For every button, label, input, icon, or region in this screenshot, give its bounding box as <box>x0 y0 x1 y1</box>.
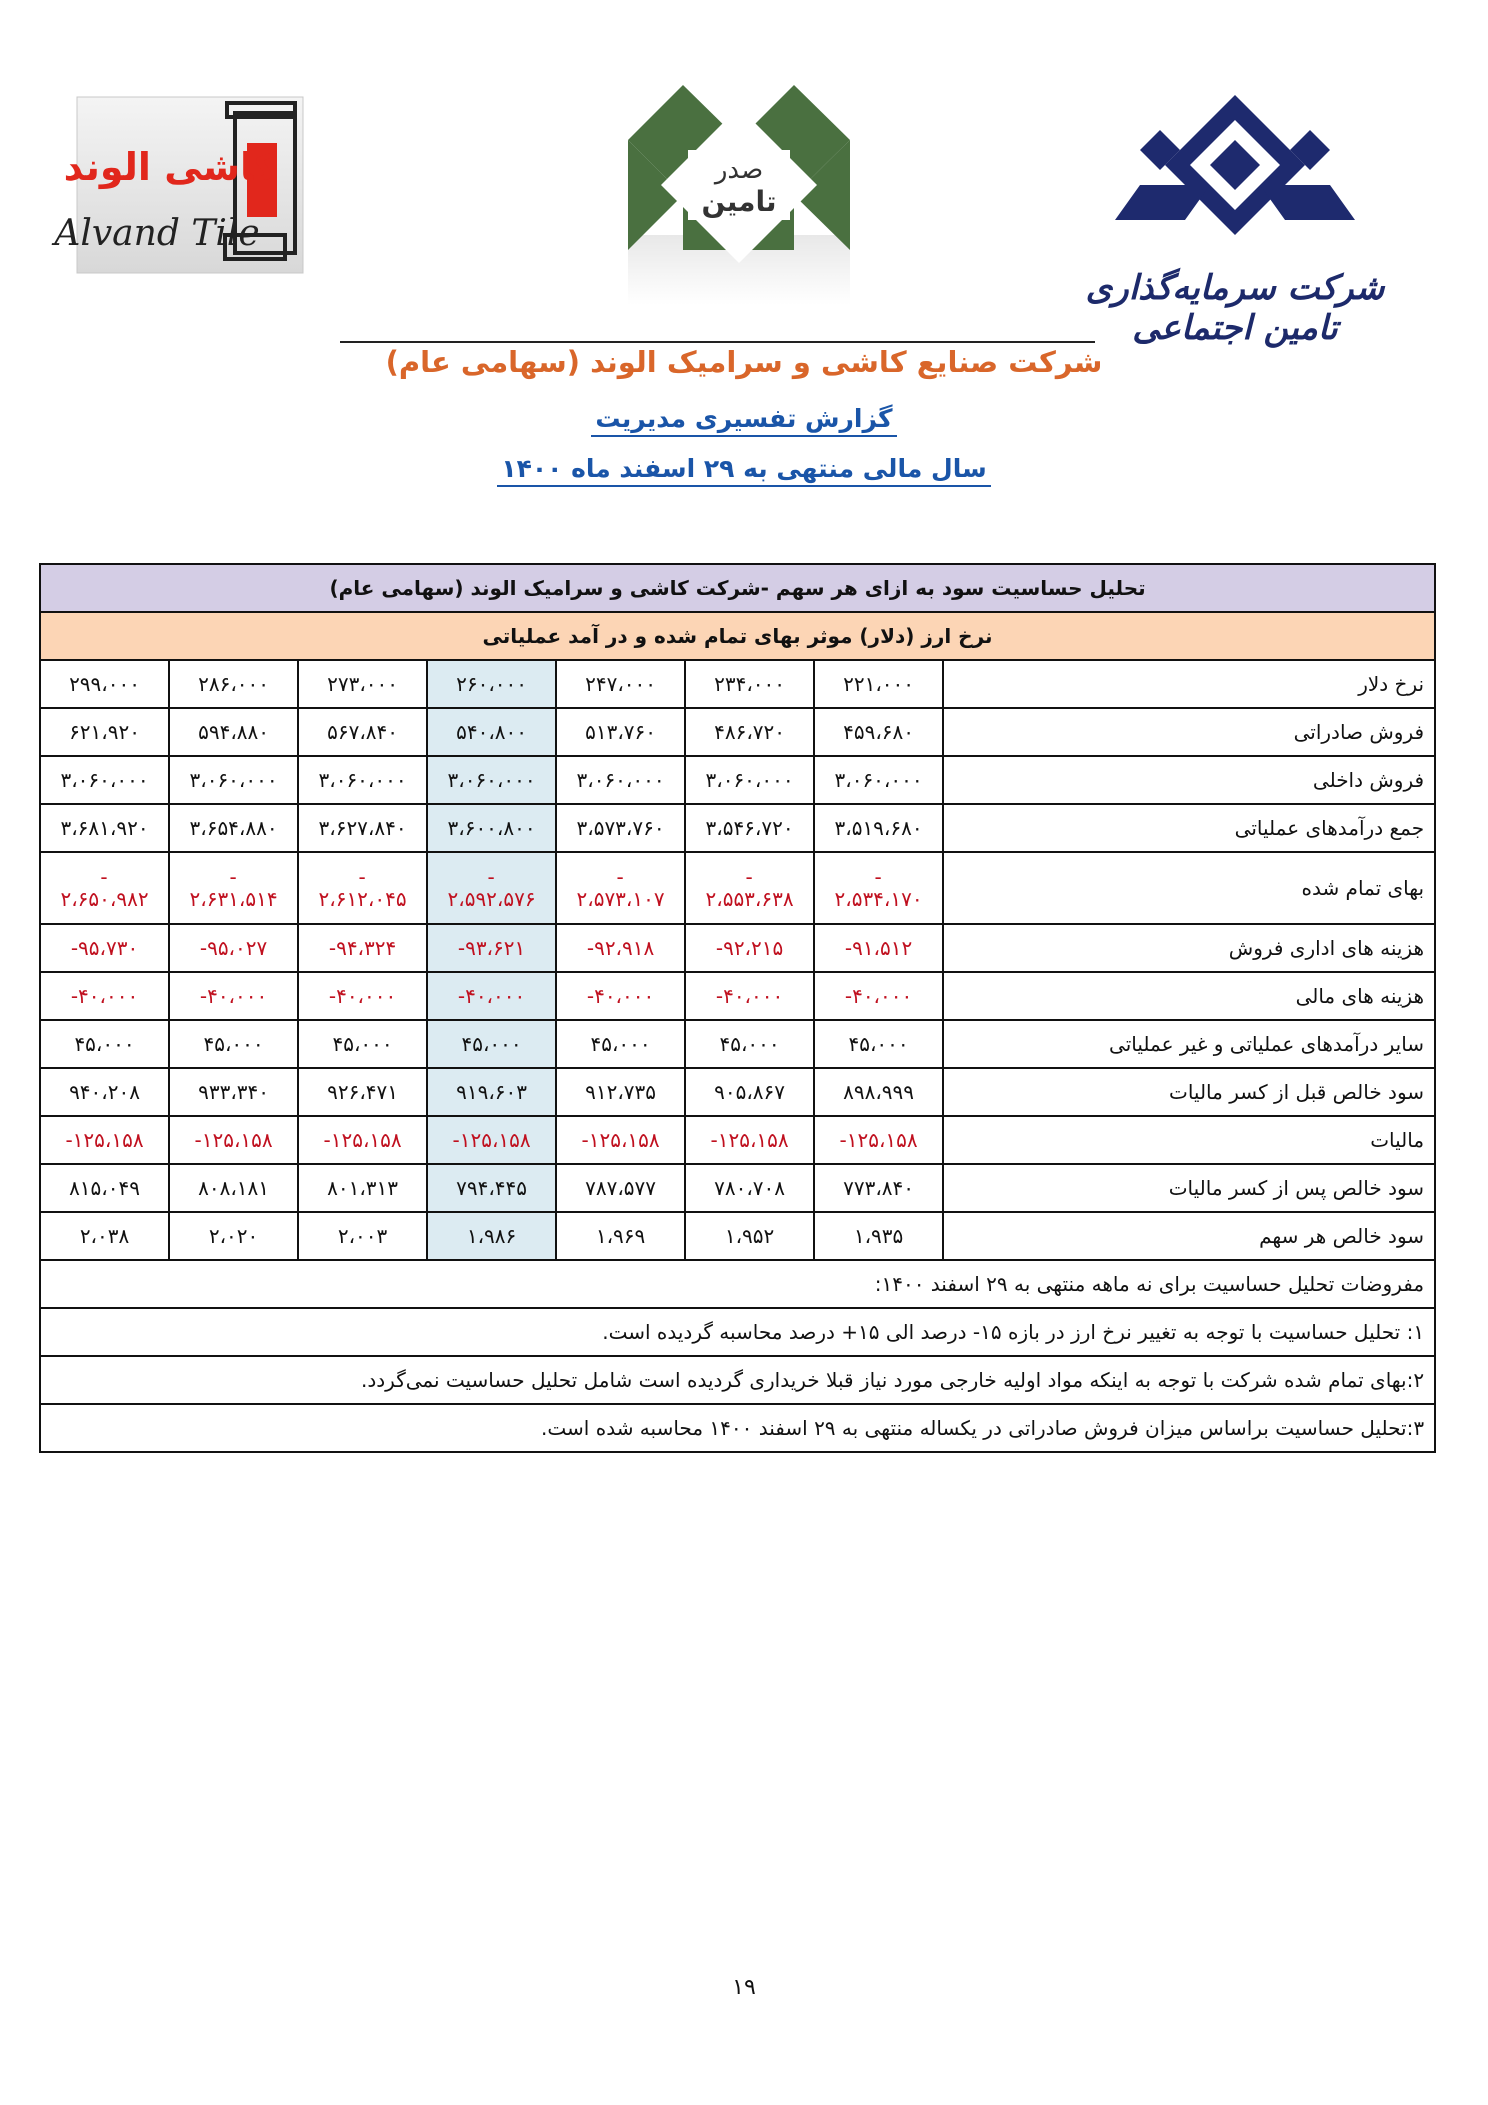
assumption-note: ۳:تحلیل حساسیت براساس میزان فروش صادراتی در یکساله منتهی به ۲۹ اسفند ۱۴۰۰ محاسبه شده است. <box>40 1404 1435 1452</box>
value-text: ۲،۶۵۰،۹۸۲ <box>60 887 149 911</box>
value-cell <box>814 852 943 924</box>
value-cell: ۲۳۴،۰۰۰ <box>685 660 814 708</box>
value-cell: ۳،۶۰۰،۸۰۰ <box>427 804 556 852</box>
table-row <box>40 972 1435 1020</box>
value-cell: ۳،۰۶۰،۰۰۰ <box>685 756 814 804</box>
value-cell: ۲،۰۰۳ <box>298 1212 427 1260</box>
value-cell: ۹۳۳،۳۴۰ <box>169 1068 298 1116</box>
report-title-text: گزارش تفسیری مدیریت <box>591 404 896 437</box>
negative-marker: - <box>358 865 367 889</box>
negative-marker: - <box>874 865 883 889</box>
value-cell: ۵۹۴،۸۸۰ <box>169 708 298 756</box>
value-cell: ۵۶۷،۸۴۰ <box>298 708 427 756</box>
value-cell: ۴۵،۰۰۰ <box>427 1020 556 1068</box>
fiscal-period-text: سال مالی منتهی به ۲۹ اسفند ماه ۱۴۰۰ <box>497 454 990 487</box>
value-cell: ۳،۵۱۹،۶۸۰ <box>814 804 943 852</box>
value-cell: ۸۰۱،۳۱۳ <box>298 1164 427 1212</box>
table-row <box>40 756 1435 804</box>
report-title <box>0 404 1488 433</box>
value-cell: -۴۰،۰۰۰ <box>556 972 685 1020</box>
value-cell: -۴۰،۰۰۰ <box>685 972 814 1020</box>
row-label: فروش صادراتی <box>943 708 1435 756</box>
value-cell: ۳،۰۶۰،۰۰۰ <box>298 756 427 804</box>
sensitivity-table <box>39 563 1436 1453</box>
value-cell: -۹۴،۳۲۴ <box>298 924 427 972</box>
value-cell: ۲،۰۲۰ <box>169 1212 298 1260</box>
value-cell: ۱،۹۶۹ <box>556 1212 685 1260</box>
sadr-tamin-logo <box>628 85 850 305</box>
value-cell: -۴۰،۰۰۰ <box>814 972 943 1020</box>
row-label: نرخ دلار <box>943 660 1435 708</box>
negative-marker: - <box>745 865 754 889</box>
negative-marker: - <box>616 865 625 889</box>
value-cell: ۴۸۶،۷۲۰ <box>685 708 814 756</box>
alvand-logo-text: کاشی الوند <box>63 145 277 189</box>
value-cell: ۹۰۵،۸۶۷ <box>685 1068 814 1116</box>
fiscal-period <box>0 454 1488 483</box>
value-cell: ۳،۵۴۶،۷۲۰ <box>685 804 814 852</box>
value-cell: ۳،۰۶۰،۰۰۰ <box>169 756 298 804</box>
table-row <box>40 1164 1435 1212</box>
value-cell: ۲۹۹،۰۰۰ <box>40 660 169 708</box>
value-cell: -۱۲۵،۱۵۸ <box>685 1116 814 1164</box>
table-row <box>40 852 1435 924</box>
value-cell: ۳،۶۵۴،۸۸۰ <box>169 804 298 852</box>
value-cell <box>556 852 685 924</box>
value-cell: -۴۰،۰۰۰ <box>169 972 298 1020</box>
value-cell: ۳،۰۶۰،۰۰۰ <box>427 756 556 804</box>
value-cell: ۷۸۰،۷۰۸ <box>685 1164 814 1212</box>
table-row <box>40 1116 1435 1164</box>
value-text: ۲،۶۳۱،۵۱۴ <box>189 887 278 911</box>
value-text: ۲،۵۷۳،۱۰۷ <box>576 887 665 911</box>
note-row <box>40 1404 1435 1452</box>
value-cell: ۶۲۱،۹۲۰ <box>40 708 169 756</box>
value-cell: -۹۳،۶۲۱ <box>427 924 556 972</box>
value-cell: ۳،۰۶۰،۰۰۰ <box>814 756 943 804</box>
table-row <box>40 708 1435 756</box>
value-cell: -۹۱،۵۱۲ <box>814 924 943 972</box>
row-label: هزینه های مالی <box>943 972 1435 1020</box>
alvand-logo-latin: Alvand Tile <box>54 213 260 254</box>
value-cell: -۹۵،۰۲۷ <box>169 924 298 972</box>
tamin-logo-caption: شرکت سرمایه‌گذاری تامین اجتماعی <box>1085 268 1385 348</box>
value-cell: ۴۵،۰۰۰ <box>298 1020 427 1068</box>
header-divider <box>340 341 1095 343</box>
row-label: فروش داخلی <box>943 756 1435 804</box>
value-cell: -۹۵،۷۳۰ <box>40 924 169 972</box>
value-cell: ۲۲۱،۰۰۰ <box>814 660 943 708</box>
value-cell: ۲۴۷،۰۰۰ <box>556 660 685 708</box>
negative-marker: - <box>487 865 496 889</box>
value-cell: ۳،۶۲۷،۸۴۰ <box>298 804 427 852</box>
company-name: شرکت صنایع کاشی و سرامیک الوند (سهامی عام) <box>385 345 1103 379</box>
value-cell: -۱۲۵،۱۵۸ <box>814 1116 943 1164</box>
value-cell: -۱۲۵،۱۵۸ <box>556 1116 685 1164</box>
value-cell: ۴۵،۰۰۰ <box>685 1020 814 1068</box>
value-cell: ۳،۵۷۳،۷۶۰ <box>556 804 685 852</box>
value-text: ۲،۵۳۴،۱۷۰ <box>834 887 923 911</box>
negative-marker: - <box>100 865 109 889</box>
value-cell <box>427 852 556 924</box>
table-row <box>40 660 1435 708</box>
value-cell: -۴۰،۰۰۰ <box>427 972 556 1020</box>
value-cell: -۹۲،۲۱۵ <box>685 924 814 972</box>
row-label: سود خالص قبل از کسر مالیات <box>943 1068 1435 1116</box>
table-row <box>40 1212 1435 1260</box>
value-cell: ۸۰۸،۱۸۱ <box>169 1164 298 1212</box>
value-cell: ۴۵،۰۰۰ <box>169 1020 298 1068</box>
value-cell: ۸۱۵،۰۴۹ <box>40 1164 169 1212</box>
value-cell: -۴۰،۰۰۰ <box>298 972 427 1020</box>
value-cell: ۳،۰۶۰،۰۰۰ <box>556 756 685 804</box>
value-cell: ۱،۹۳۵ <box>814 1212 943 1260</box>
alvand-tile-logo <box>54 95 305 275</box>
value-cell: -۱۲۵،۱۵۸ <box>169 1116 298 1164</box>
row-label: سود خالص هر سهم <box>943 1212 1435 1260</box>
value-cell: ۹۱۲،۷۳۵ <box>556 1068 685 1116</box>
value-cell: ۷۷۳،۸۴۰ <box>814 1164 943 1212</box>
row-label: هزینه های اداری فروش <box>943 924 1435 972</box>
row-label: سایر درآمدهای عملیاتی و غیر عملیاتی <box>943 1020 1435 1068</box>
assumption-note: مفروضات تحلیل حساسیت برای نه ماهه منتهی به ۲۹ اسفند ۱۴۰۰: <box>40 1260 1435 1308</box>
value-cell: -۴۰،۰۰۰ <box>40 972 169 1020</box>
value-cell: ۴۵،۰۰۰ <box>40 1020 169 1068</box>
value-cell: ۷۹۴،۴۴۵ <box>427 1164 556 1212</box>
value-cell <box>685 852 814 924</box>
row-label: جمع درآمدهای عملیاتی <box>943 804 1435 852</box>
value-cell: ۲۶۰،۰۰۰ <box>427 660 556 708</box>
row-label: مالیات <box>943 1116 1435 1164</box>
table-row <box>40 1020 1435 1068</box>
note-row <box>40 1356 1435 1404</box>
table-subtitle: نرخ ارز (دلار) موثر بهای تمام شده و در آمد عملیاتی <box>40 612 1435 660</box>
value-text: ۲،۵۹۲،۵۷۶ <box>447 887 536 911</box>
value-cell: ۷۸۷،۵۷۷ <box>556 1164 685 1212</box>
value-cell: ۵۱۳،۷۶۰ <box>556 708 685 756</box>
value-cell: -۱۲۵،۱۵۸ <box>427 1116 556 1164</box>
sadr-logo-word-2: تامین <box>701 185 777 218</box>
value-cell: ۴۵۹،۶۸۰ <box>814 708 943 756</box>
assumption-note: ۲:بهای تمام شده شرکت با توجه به اینکه مواد اولیه خارجی مورد نیاز قبلا خریداری گردیده است شامل تحلیل حساسیت نمی‌گردد. <box>40 1356 1435 1404</box>
table-row <box>40 804 1435 852</box>
value-cell <box>169 852 298 924</box>
value-cell: ۱،۹۵۲ <box>685 1212 814 1260</box>
table-title: تحلیل حساسیت سود به ازای هر سهم -شرکت کاشی و سرامیک الوند (سهامی عام) <box>40 564 1435 612</box>
value-text: ۲،۵۵۳،۶۳۸ <box>705 887 794 911</box>
negative-marker: - <box>229 865 238 889</box>
table-row <box>40 924 1435 972</box>
value-cell: ۴۵،۰۰۰ <box>814 1020 943 1068</box>
value-cell <box>40 852 169 924</box>
value-cell: ۲،۰۳۸ <box>40 1212 169 1260</box>
value-cell: -۹۲،۹۱۸ <box>556 924 685 972</box>
value-cell: ۴۵،۰۰۰ <box>556 1020 685 1068</box>
value-cell: ۱،۹۸۶ <box>427 1212 556 1260</box>
value-cell: ۵۴۰،۸۰۰ <box>427 708 556 756</box>
value-cell: ۲۸۶،۰۰۰ <box>169 660 298 708</box>
value-cell: ۹۱۹،۶۰۳ <box>427 1068 556 1116</box>
sadr-logo-word-1: صدر <box>714 155 764 185</box>
note-row <box>40 1308 1435 1356</box>
value-cell: -۱۲۵،۱۵۸ <box>298 1116 427 1164</box>
value-cell: ۲۷۳،۰۰۰ <box>298 660 427 708</box>
value-cell: -۱۲۵،۱۵۸ <box>40 1116 169 1164</box>
page-number: ۱۹ <box>732 1975 756 2000</box>
value-cell: ۹۴۰،۲۰۸ <box>40 1068 169 1116</box>
assumption-note: ۱: تحلیل حساسیت با توجه به تغییر نرخ ارز در بازه ۱۵- درصد الی ۱۵+ درصد محاسبه گردیده است. <box>40 1308 1435 1356</box>
note-row <box>40 1260 1435 1308</box>
row-label: سود خالص پس از کسر مالیات <box>943 1164 1435 1212</box>
value-cell: ۸۹۸،۹۹۹ <box>814 1068 943 1116</box>
value-text: ۲،۶۱۲،۰۴۵ <box>318 887 407 911</box>
value-cell <box>298 852 427 924</box>
value-cell: ۹۲۶،۴۷۱ <box>298 1068 427 1116</box>
value-cell: ۳،۶۸۱،۹۲۰ <box>40 804 169 852</box>
value-cell: ۳،۰۶۰،۰۰۰ <box>40 756 169 804</box>
table-row <box>40 1068 1435 1116</box>
row-label: بهای تمام شده <box>943 852 1435 924</box>
